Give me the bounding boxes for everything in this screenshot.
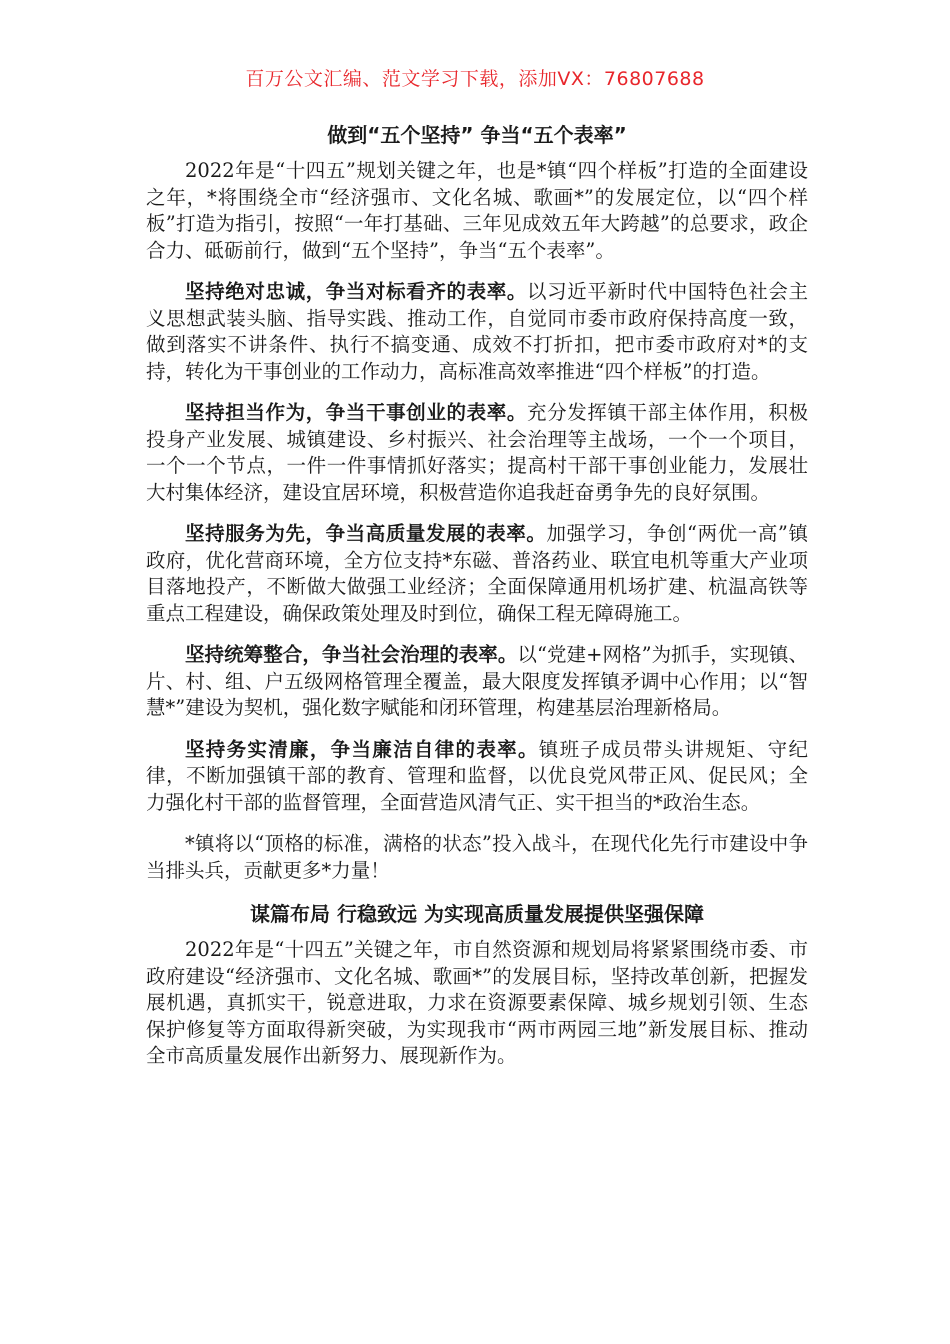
section-1-heading: 坚持绝对忠诚，争当对标看齐的表率。 [185,280,527,303]
section-1-body: 以习近平新时代中国特色社会主义思想武装头脑、指导实践、推动工作，自觉同市委市政府保持高度一致，做到落实不讲条件、执行不搞变通、成效不打折扣，把市委市政府对*的支持，转化为干事创业的工作动力，高标准高效率推进“四个样板”的打造。 [146,280,808,383]
section-5-heading: 坚持务实清廉，争当廉洁自律的表率。 [185,737,539,761]
section-2-heading: 坚持担当作为，争当干事创业的表率。 [185,401,527,424]
article1-title: 做到“五个坚持” 争当“五个表率” [327,123,627,147]
article1-closing: *镇将以“顶格的标准，满格的状态”投入战斗，在现代化先行市建设中争当排头兵，贡献更多*力量！ [146,832,808,882]
section-4-heading: 坚持统筹整合，争当社会治理的表率。 [185,643,518,666]
section-2-body: 充分发挥镇干部主体作用，积极投身产业发展、城镇建设、乡村振兴、社会治理等主战场，一个一个项目，一个一个节点，一件一件事情抓好落实；提高村干部干事创业能力，发展壮大村集体经济，建设宜居环境，积极营造你追我赶奋勇争先的良好氛围。 [146,401,808,504]
section-3-heading: 坚持服务为先，争当高质量发展的表率。 [185,522,547,545]
article2-intro: 2022年是“十四五”关键之年，市自然资源和规划局将紧紧围绕市委、市政府建设“经济强市、文化名城、歌画*”的发展目标，坚持改革创新，把握发展机遇，真抓实干，锐意进取，力求在资源要素保障、城乡规划引领、生态保护修复等方面取得新突破，为实现我市“两市两园三地”新发展目标、推动全市高质量发展作出新努力、展现新作为。 [146,938,808,1067]
section-5 [146,737,808,817]
document-body [146,120,808,1085]
section-1 [146,279,808,385]
article1-intro: 2022年是“十四五”规划关键之年，也是*镇“四个样板”打造的全面建设之年，*将围绕全市“经济强市、文化名城、歌画*”的发展定位，以“四个样板”打造为指引，按照“一年打基础、三年见成效五年大跨越”的总要求，政企合力、砥砺前行，做到“五个坚持”，争当“五个表率”。 [146,159,808,262]
section-3-body: 加强学习，争创“两优一高”镇政府，优化营商环境，全方位支持*东磁、普洛药业、联宜电机等重大产业项目落地投产，不断做大做强工业经济；全面保障通用机场扩建、杭温高铁等重点工程建设，确保政策处理及时到位，确保工程无障碍施工。 [146,522,808,625]
section-2 [146,400,808,506]
section-4 [146,642,808,722]
section-5-body: 镇班子成员带头讲规矩、守纪律，不断加强镇干部的教育、管理和监督，以优良党风带正风、促民风；全力强化村干部的监督管理，全面营造风清气正、实干担当的*政治生态。 [146,737,808,814]
article2-title: 谋篇布局 行稳致远 为实现高质量发展提供坚强保障 [250,902,704,926]
section-4-body: 以“党建+网格”为抓手，实现镇、片、村、组、户五级网格管理全覆盖，最大限度发挥镇矛调中心作用；以“智慧*”建设为契机，强化数字赋能和闭环管理，构建基层治理新格局。 [146,643,808,719]
section-3 [146,521,808,627]
watermark-banner: 百万公文汇编、范文学习下载，添加VX：76807688 [245,68,705,90]
